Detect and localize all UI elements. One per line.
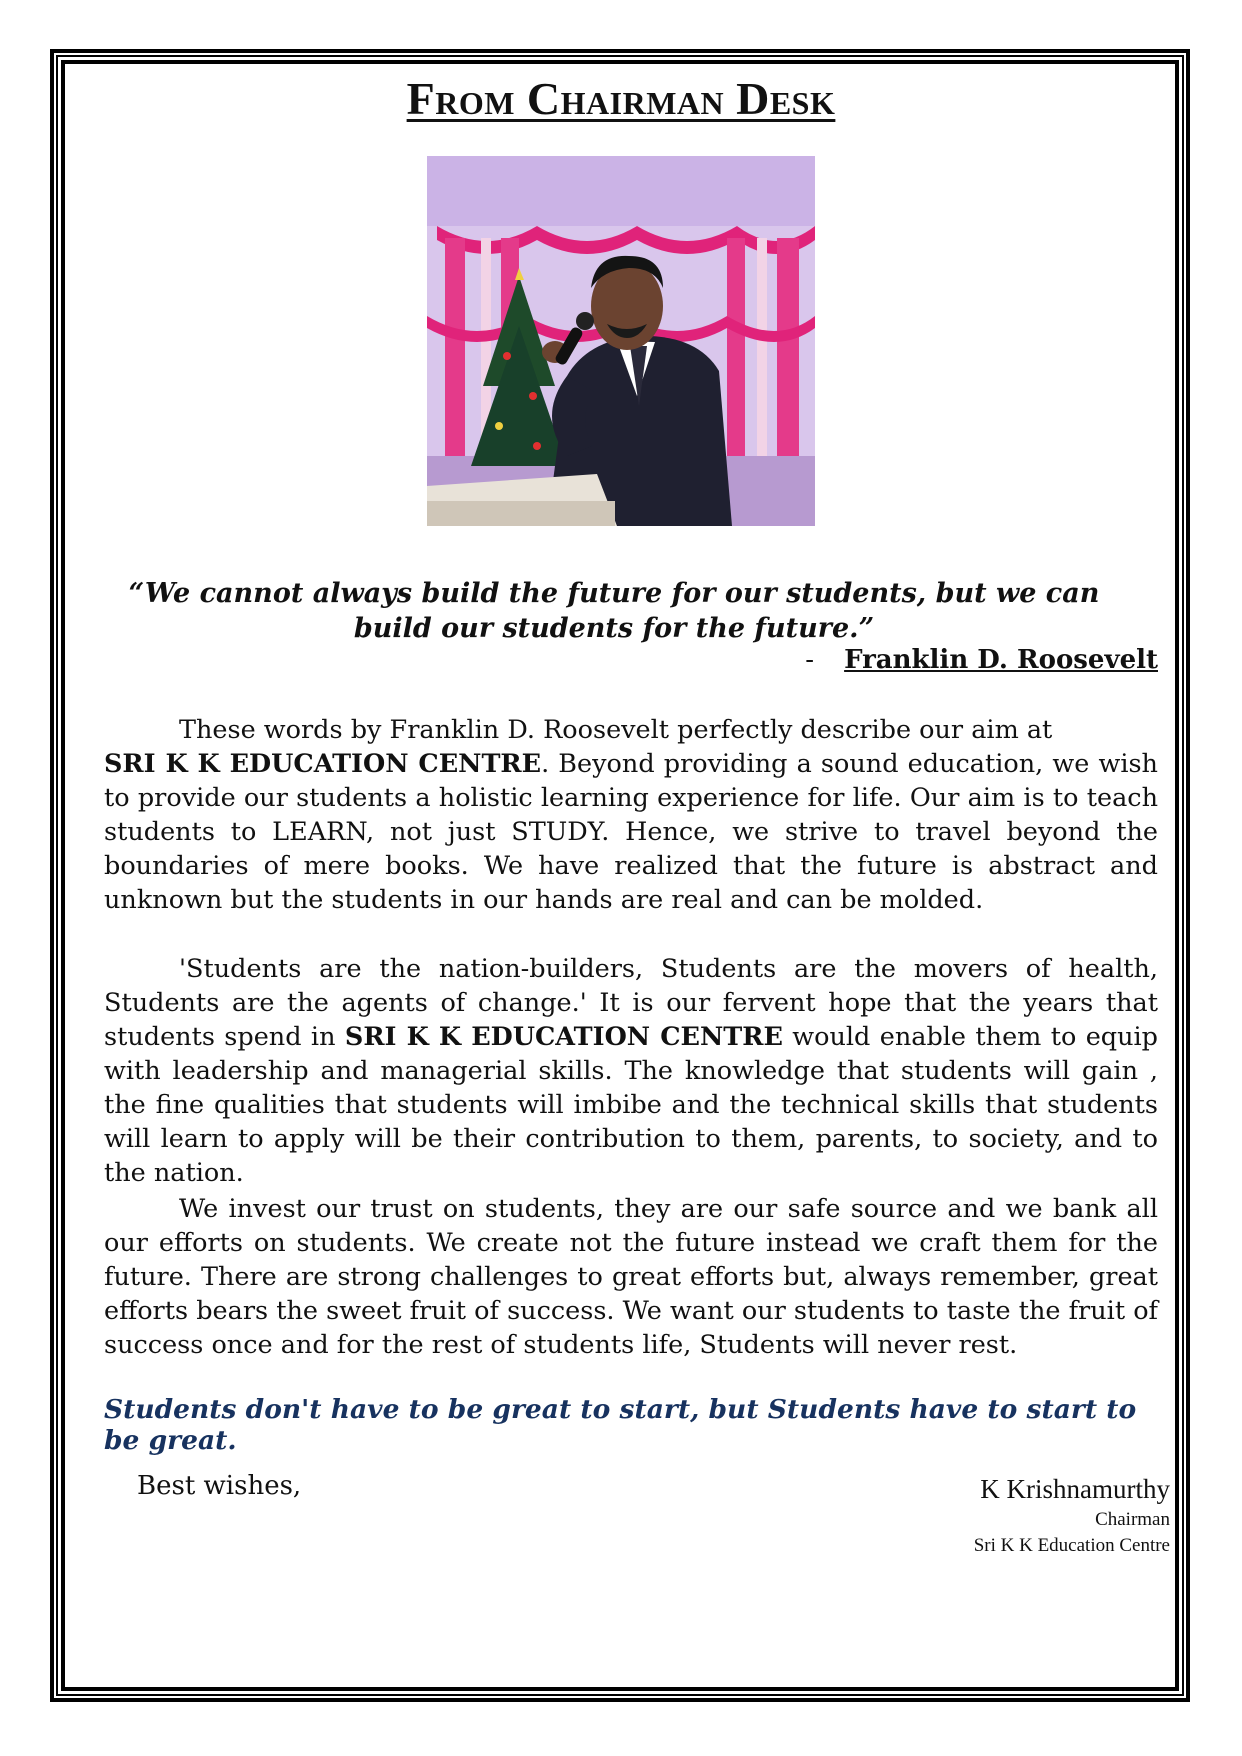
paragraph-3 (104, 1192, 1158, 1362)
chairman-photo (427, 156, 815, 526)
paragraph-3-text: We invest our trust on students, they are our safe source and we bank all our efforts on students. We create not the future instead we craft them for the future. There are strong challenges to great efforts but, always remember, great efforts bears the sweet fruit of success. We want our students to taste the fruit of success once and for the rest of students life, Students will never rest. (104, 1194, 1158, 1360)
paragraph-1-rest: . Beyond providing a sound education, we wish to provide our students a holistic learning experience for life. Our aim is to teach students to LEARN, not just STUDY. Hence, we strive to travel beyond the boundaries of mere books. We have realized that the future is abstract and unknown but the students in our hands are real and can be molded. (104, 749, 1158, 915)
quote-author: Franklin D. Roosevelt (844, 645, 1158, 675)
school-name: SRI K K EDUCATION CENTRE (104, 749, 542, 779)
signature-block (974, 1471, 1170, 1559)
quote-attribution (805, 645, 1158, 675)
school-name: SRI K K EDUCATION CENTRE (344, 1022, 783, 1052)
motto: Students don't have to be great to start, but Students have to start to be great. (104, 1394, 1137, 1456)
paragraph-1 (104, 713, 1158, 917)
paragraph-1-lead: These words by Franklin D. Roosevelt perfectly describe our aim at (179, 715, 1053, 745)
closing: Best wishes, (137, 1471, 302, 1501)
signatory-title: Chairman (1095, 1509, 1170, 1530)
page-title: From Chairman Desk (406, 73, 836, 124)
paragraph-2-lead: 'Students are the nation-builders, Students are the movers of health, Students are the agents of change.' It is our fervent hope that the years that students spend in (104, 954, 1158, 1052)
attribution-dash: - (805, 645, 815, 675)
signatory-organization: Sri K K Education Centre (973, 1535, 1170, 1556)
signatory-name: K Krishnamurthy (980, 1474, 1170, 1504)
paragraph-2 (104, 952, 1158, 1190)
quote-text: “We cannot always build the future for our students, but we can build our students for the future.” (128, 578, 1100, 644)
paragraph-2-rest: would enable them to equip with leadership and managerial skills. The knowledge that students will gain , the fine qualities that students will imbibe and the technical skills that students will learn to apply will be their contribution to them, parents, to society, and to the nation. (104, 1022, 1159, 1188)
